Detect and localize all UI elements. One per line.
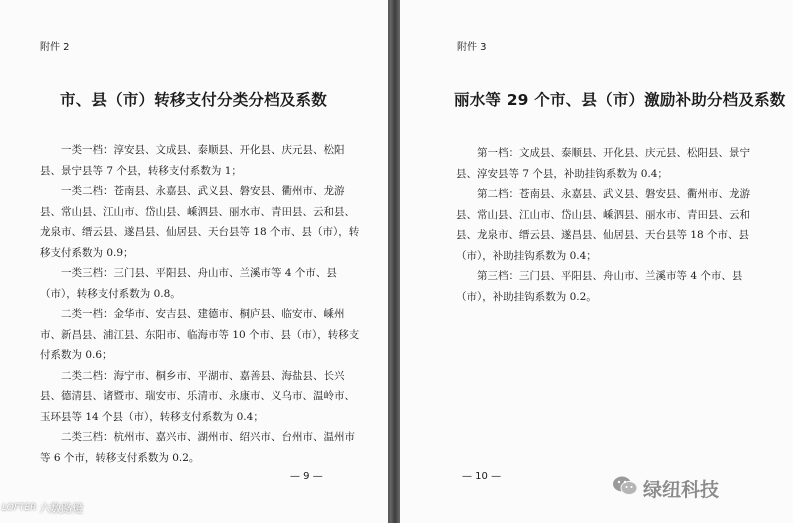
paragraph: 第三档：三门县、平阳县、舟山市、兰溪市等 4 个市、县（市），补助挂钩系数为 0.2。 (456, 270, 743, 303)
lofter-logo: LOFTER (2, 503, 37, 513)
wechat-icon (612, 475, 638, 502)
paragraph: 一类一档：淳安县、文成县、泰顺县、开化县、庆元县、松阳县、景宁县等 7 个县，转移支付系数为 1； (40, 144, 345, 177)
document-body (456, 143, 756, 307)
document-title: 市、县（市）转移支付分类分档及系数 (60, 91, 327, 109)
right-page (400, 0, 793, 523)
document-title: 丽水等 29 个市、县（市）激励补助分档及系数 (454, 91, 786, 109)
paragraph: 二类一档：金华市、安吉县、建德市、桐庐县、临安市、嵊州市、新昌县、浦江县、东阳市、临海市等 10 个市、县（市），转移支付系数为 0.6； (40, 308, 360, 361)
paragraph: 二类三档：杭州市、嘉兴市、湖州市、绍兴市、台州市、温州市等 6 个市，转移支付系数为 0.2。 (40, 431, 355, 464)
page-gutter (390, 0, 400, 523)
paragraph: 第一档：文成县、泰顺县、开化县、庆元县、松阳县、景宁县、淳安县等 7 个县，补助挂钩系数为 0.4； (456, 147, 750, 180)
paragraph: 一类二档：苍南县、永嘉县、武义县、磐安县、衢州市、龙游县、常山县、江山市、岱山县、嵊泗县、丽水市、青田县、云和县、龙泉市、缙云县、遂昌县、仙居县、天台县等 18 个市、县（市），转移支付系数为 0.9； (40, 185, 360, 259)
page-number: — 10 — (462, 471, 502, 482)
watermark-left (2, 500, 83, 516)
paragraph: 一类三档：三门县、平阳县、舟山市、兰溪市等 4 个市、县（市），转移支付系数为 0.8。 (40, 267, 337, 300)
page-number: — 9 — (290, 471, 323, 482)
attachment-label: 附件 3 (457, 42, 487, 53)
watermark-text: 绿纽科技 (643, 479, 720, 501)
watermark-text: 六数路燈 (39, 502, 84, 515)
document-body (40, 140, 360, 468)
attachment-label: 附件 2 (40, 42, 70, 53)
paragraph: 二类二档：海宁市、桐乡市、平湖市、嘉善县、海盐县、长兴县、德清县、诸暨市、瑞安市、乐清市、永康市、义乌市、温岭市、玉环县等 14 个县（市），转移支付系数为 0.4； (40, 369, 355, 423)
paragraph: 第二档：苍南县、永嘉县、武义县、磐安县、衢州市、龙游县、常山县、江山市、岱山县、嵊泗县、丽水市、青田县、云和县、龙泉市、缙云县、遂昌县、仙居县、天台县等 18 个市、县（市），补助挂钩系数为 0.4； (456, 188, 750, 262)
left-page (0, 0, 390, 523)
watermark-right (612, 475, 719, 502)
